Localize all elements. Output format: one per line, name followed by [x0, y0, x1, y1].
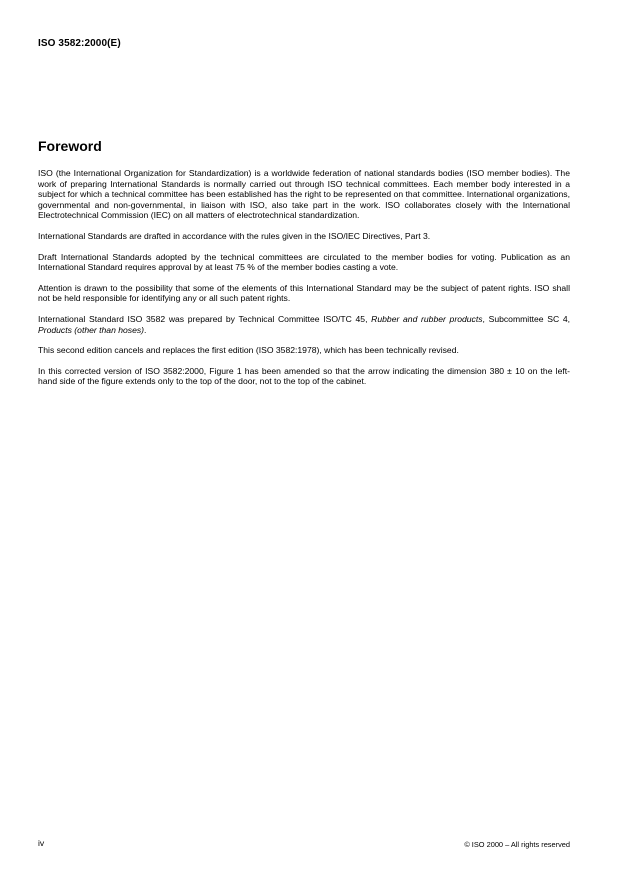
- committee-name: Rubber and rubber products: [371, 313, 483, 324]
- committee-text-1: International Standard ISO 3582 was prepared by Technical Committee ISO/TC 45,: [38, 313, 372, 324]
- paragraph-iso-description: ISO (the International Organization for Standardization) is a worldwide federation of national standards bodies (ISO member bodies). The work of preparing International Standards is normally carried out through ISO technical committees. Each member body interested in a subject for which a technical committee has been established has the right to be represented on that committee. International organizations, governmental and non-governmental, in liaison with ISO, also take part in the work. ISO collaborates closely with the International Electrotechnical Commission (IEC) on all matters of electrotechnical standardization.: [38, 168, 570, 221]
- paragraph-edition: This second edition cancels and replaces the first edition (ISO 3582:1978), which has been technically revised.: [38, 345, 459, 356]
- section-title: Foreword: [38, 138, 102, 154]
- paragraph-correction: In this corrected version of ISO 3582:2000, Figure 1 has been amended so that the arrow indicating the dimension 380 ± 10 on the left-hand side of the figure extends only to the top of the door, not to the top of the cabinet.: [38, 365, 570, 387]
- paragraph-drafting-rules: International Standards are drafted in accordance with the rules given in the ISO/IEC Directives, Part 3.: [38, 230, 431, 241]
- page-number: iv: [38, 838, 45, 848]
- committee-text-2: , Subcommittee SC 4,: [482, 313, 570, 324]
- paragraph-patent-rights: Attention is drawn to the possibility that some of the elements of this International Standard may be the subject of patent rights. ISO shall not be held responsible for identifying any or all such patent rights.: [38, 282, 570, 304]
- paragraph-voting: Draft International Standards adopted by the technical committees are circulated to the member bodies for voting. Publication as an International Standard requires approval by at least 75 % of the member bodies casting a vote.: [38, 251, 570, 273]
- copyright-notice: © ISO 2000 – All rights reserved: [464, 840, 570, 849]
- committee-text-3: .: [144, 324, 147, 335]
- subcommittee-name: Products (other than hoses): [38, 324, 145, 335]
- document-id-header: ISO 3582:2000(E): [38, 38, 121, 49]
- paragraph-committee: [38, 314, 570, 335]
- foreword-body: [38, 168, 570, 387]
